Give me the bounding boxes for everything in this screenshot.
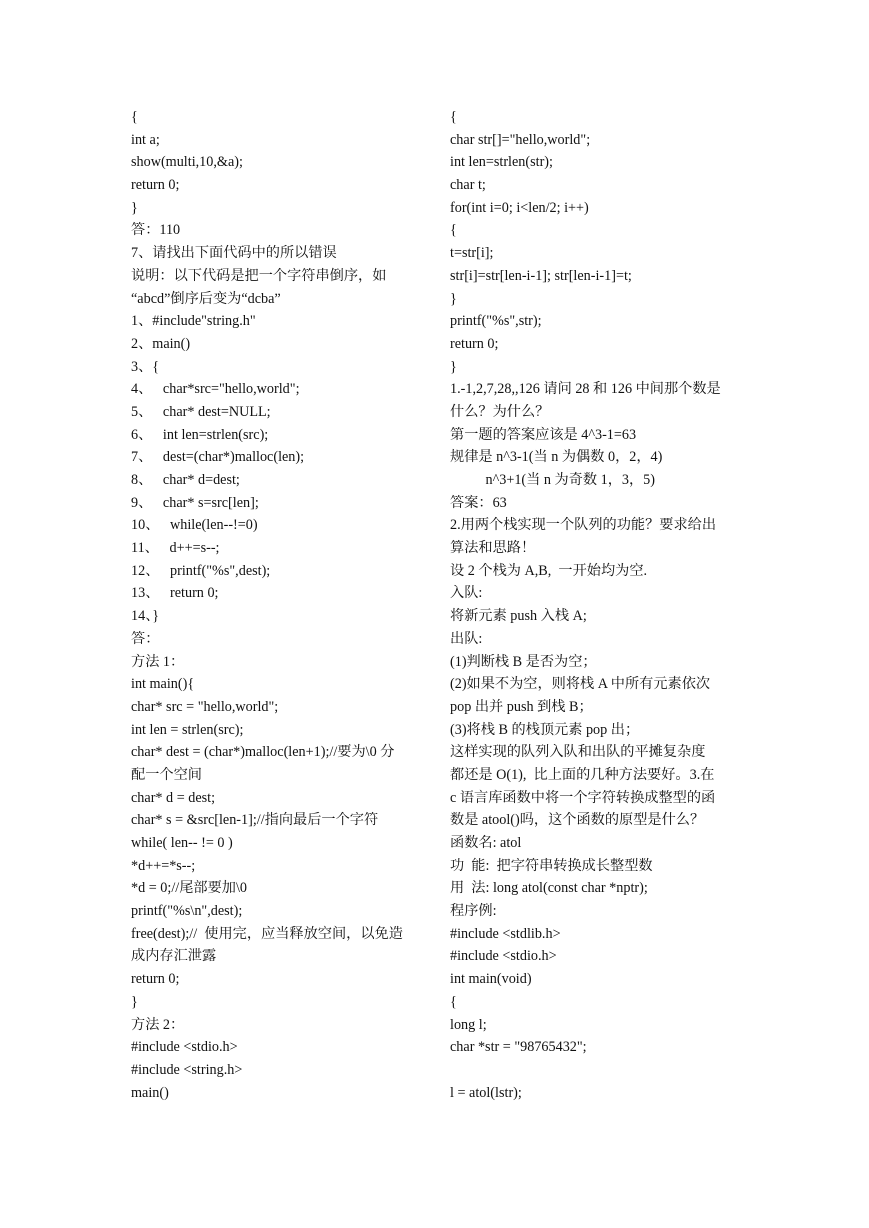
- text-line: 将新元素 push 入栈 A;: [450, 608, 587, 625]
- text-line: return 0;: [450, 335, 499, 352]
- text-line: *d = 0;//尾部要加\0: [131, 880, 247, 897]
- text-line: char* d = dest;: [131, 789, 216, 806]
- text-line: 1、#include"string.h": [131, 313, 256, 330]
- text-line: int a;: [131, 131, 160, 148]
- text-line: 3、{: [131, 358, 160, 375]
- text-line: 方法 2：: [131, 1016, 185, 1033]
- text-line: }: [450, 358, 457, 375]
- text-line: (1)判断栈 B 是否为空；: [450, 653, 597, 670]
- text-line: 这样实现的队列入队和出队的平摊复杂度: [450, 744, 706, 761]
- text-line: while( len-- != 0 ): [131, 835, 233, 851]
- text-line: 用 法: long atol(const char *nptr);: [450, 880, 648, 897]
- text-line: (3)将栈 B 的栈顶元素 pop 出；: [450, 721, 640, 738]
- text-line: 入队:: [450, 585, 483, 602]
- text-line: 都还是 O(1), 比上面的几种方法要好。3.在: [450, 766, 715, 783]
- text-line: return 0;: [131, 177, 180, 194]
- right-text-column: [450, 106, 742, 1104]
- text-line: 7、 dest=(char*)malloc(len);: [131, 449, 305, 466]
- text-line: 4、 char*src="hello,world";: [131, 381, 300, 398]
- text-line: 2.用两个栈实现一个队列的功能？要求给出: [450, 517, 717, 534]
- text-line: 第一题的答案应该是 4^3-1=63: [450, 426, 637, 443]
- text-line: 什么？为什么？: [450, 403, 550, 420]
- text-line: 2、main(): [131, 335, 191, 352]
- text-line: {: [450, 993, 457, 1010]
- text-line: 8、 char* d=dest;: [131, 472, 240, 488]
- text-line: int main(void): [450, 971, 532, 988]
- text-line: (2)如果不为空，则将栈 A 中所有元素依次: [450, 676, 711, 693]
- text-line: 14、}: [131, 608, 160, 625]
- text-line: int main(){: [131, 676, 195, 693]
- text-line: #include <string.h>: [131, 1061, 243, 1078]
- text-line: 答：110: [131, 222, 181, 239]
- text-line: char t;: [450, 177, 486, 194]
- text-line: free(dest);// 使用完，应当释放空间，以免造: [131, 925, 403, 942]
- text-line: l = atol(lstr);: [450, 1084, 522, 1101]
- text-line: 规律是 n^3-1(当 n 为偶数 0，2，4): [450, 449, 663, 466]
- text-line: #include <stdio.h>: [450, 948, 557, 965]
- text-line: str[i]=str[len-i-1]; str[len-i-1]=t;: [450, 267, 632, 284]
- text-line: c 语言库函数中将一个字符转换成整型的函: [450, 789, 716, 806]
- text-line: char str[]="hello,world";: [450, 131, 591, 148]
- left-text-column: [131, 106, 431, 1104]
- text-line: 答：: [131, 630, 160, 647]
- text-line: return 0;: [131, 971, 180, 988]
- text-line: 答案：63: [450, 494, 507, 511]
- text-line: 设 2 个栈为 A,B, 一开始均为空.: [450, 562, 648, 579]
- text-line: 功 能: 把字符串转换成长整型数: [450, 857, 653, 874]
- text-line: int len=strlen(str);: [450, 154, 553, 171]
- text-line: {: [450, 109, 457, 125]
- text-line: char* s = &src[len-1];//指向最后一个字符: [131, 812, 379, 829]
- text-line: 1.-1,2,7,28,,126 请问 28 和 126 中间那个数是: [450, 381, 721, 398]
- text-line: int len = strlen(src);: [131, 721, 244, 738]
- text-line: {: [450, 222, 457, 239]
- text-line: 13、 return 0;: [131, 585, 219, 602]
- text-line: t=str[i];: [450, 245, 494, 262]
- text-line: 6、 int len=strlen(src);: [131, 426, 269, 443]
- text-line: 函数名: atol: [450, 835, 522, 851]
- text-line: pop 出并 push 到栈 B；: [450, 698, 593, 715]
- text-line: 10、 while(len--!=0): [131, 517, 258, 534]
- text-line: char *str = "98765432";: [450, 1039, 587, 1056]
- text-line: 方法 1：: [131, 653, 185, 670]
- text-line: 程序例:: [450, 903, 497, 920]
- text-line: }: [450, 290, 457, 307]
- text-line: 11、 d++=s--;: [131, 540, 220, 557]
- text-line: main(): [131, 1084, 169, 1101]
- text-line: char* dest = (char*)malloc(len+1);//要为\0 分: [131, 744, 395, 761]
- text-line: 算法和思路！: [450, 540, 536, 557]
- text-line: #include <stdio.h>: [131, 1039, 238, 1056]
- text-line: *d++=*s--;: [131, 857, 196, 874]
- text-line: 成内存汇泄露: [131, 948, 217, 965]
- text-line: n^3+1(当 n 为奇数 1，3，5): [450, 472, 655, 488]
- text-line: 12、 printf("%s",dest);: [131, 562, 271, 579]
- text-line: }: [131, 993, 138, 1010]
- text-line: 5、 char* dest=NULL;: [131, 403, 271, 420]
- text-line: {: [131, 109, 138, 125]
- text-line: printf("%s",str);: [450, 313, 542, 330]
- text-line: }: [131, 199, 138, 216]
- text-line: 9、 char* s=src[len];: [131, 494, 259, 511]
- text-line: #include <stdlib.h>: [450, 925, 561, 942]
- text-line: “abcd”倒序后变为“dcba”: [131, 290, 281, 307]
- text-line: show(multi,10,&a);: [131, 154, 243, 171]
- text-line: 数是 atool()吗，这个函数的原型是什么？: [450, 812, 705, 829]
- text-line: 出队:: [450, 630, 483, 647]
- text-line: 7、请找出下面代码中的所以错误: [131, 245, 337, 262]
- text-line: 配一个空间: [131, 766, 202, 783]
- text-line: 说明：以下代码是把一个字符串倒序，如: [131, 267, 387, 284]
- text-line: printf("%s\n",dest);: [131, 903, 243, 920]
- text-line: long l;: [450, 1016, 487, 1033]
- text-line: for(int i=0; i<len/2; i++): [450, 199, 589, 216]
- text-line: char* src = "hello,world";: [131, 698, 279, 715]
- blank-line: [450, 1059, 742, 1082]
